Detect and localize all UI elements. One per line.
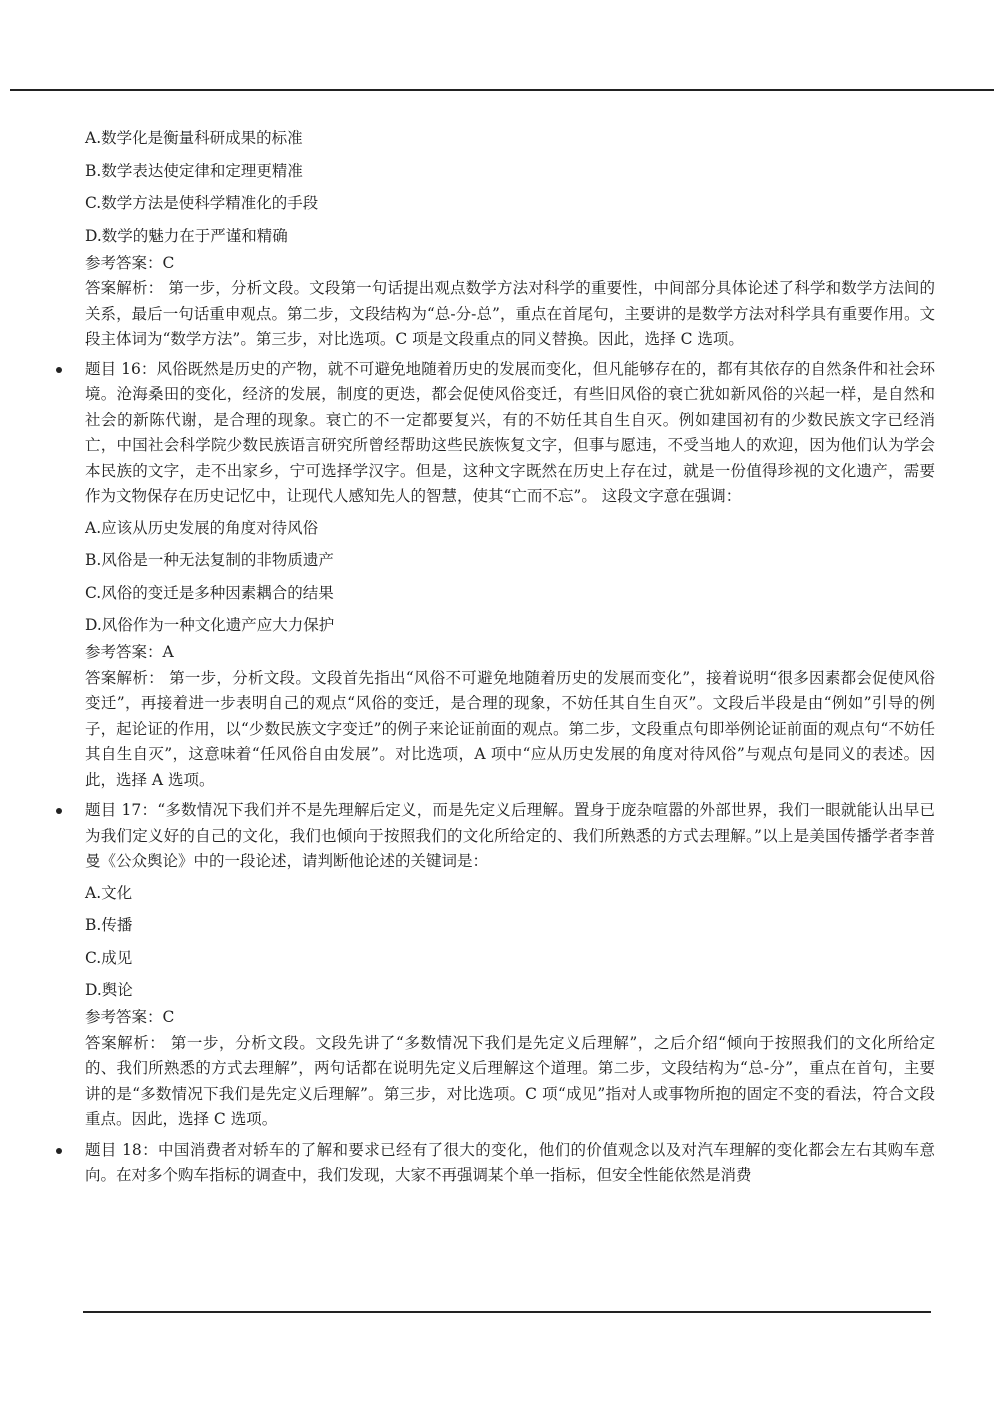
question-16 (85, 357, 935, 794)
q17-option-a: A.文化 (85, 883, 133, 902)
q17-option-b: B.传播 (85, 916, 133, 934)
prev-option-c: C.数学方法是使科学精准化的手段 (85, 194, 319, 212)
question-18 (85, 1138, 935, 1189)
question-17 (85, 798, 935, 1133)
q17-option-d: D.舆论 (85, 981, 133, 999)
q16-answer: 参考答案：A (85, 643, 174, 661)
document-body (85, 126, 935, 1194)
q16-option-c: C.风俗的变迁是多种因素耦合的结果 (85, 583, 334, 602)
q16-option-a: A.应该从历史发展的角度对待风俗 (85, 518, 319, 537)
header-rule (10, 89, 994, 91)
question-16-stem: 题目 16：风俗既然是历史的产物，就不可避免地随着历史的发展而变化，但凡能够存在的，都有其依存的自然条件和社会环境。沧海桑田的变化，经济的发展，制度的更迭，都会促使风俗变迁，有些旧风俗的衰亡犹如新风俗的兴起一样，是自然和社会的新陈代谢，是合理的现象。衰亡的不一定都要复兴，有的不妨任其自生自灭。例如建国初有的少数民族文字已经消亡，中国社会科学院少数民族语言研究所曾经帮助这些民族恢复文字，但事与愿违，不受当地人的欢迎，因为他们认为学会本民族的文字，走不出家乡，宁可选择学汉字。但是，这种文字既然在历史上存在过，就是一份值得珍视的文化遗产，需要作为文物保存在历史记忆中，让现代人感知先人的智慧，使其“亡而不忘”。 这段文字意在强调： (85, 359, 935, 505)
q16-option-d: D.风俗作为一种文化遗产应大力保护 (85, 616, 335, 634)
bullet-icon (56, 367, 62, 373)
prev-answer: 参考答案：C (85, 253, 175, 272)
prev-option-d: D.数学的魅力在于严谨和精确 (85, 226, 288, 245)
question-17-stem: 题目 17：“多数情况下我们并不是先理解后定义，而是先定义后理解。置身于庞杂喧嚣的外部世界，我们一眼就能认出早已为我们定义好的自己的文化，我们也倾向于按照我们的文化所给定的、我们所熟悉的方式去理解。”以上是美国传播学者李普曼《公众舆论》中的一段论述，请判断他论述的关键词是： (85, 801, 935, 870)
q16-analysis: 答案解析： 第一步，分析文段。文段首先指出“风俗不可避免地随着历史的发展而变化”，接着说明“很多因素都会促使风俗变迁”，再接着进一步表明自己的观点“风俗的变迁，是合理的现象，不妨任其自生自灭”。文段后半段是由“例如”引导的例子，起论证的作用，以“少数民族文字变迁”的例子来论证前面的观点。第二步，文段重点句即举例论证前面的观点句“不妨任其自生自灭”，这意味着“任风俗自由发展”。对比选项，A 项中“应从历史发展的角度对待风俗”与观点句是同义的表述。因此，选择 A 选项。 (85, 668, 936, 789)
bullet-icon (56, 1148, 62, 1154)
prev-option-b: B.数学表达使定律和定理更精准 (85, 161, 303, 180)
prev-option-a: A.数学化是衡量科研成果的标准 (85, 129, 303, 147)
bullet-icon (56, 808, 62, 814)
prev-analysis: 答案解析： 第一步，分析文段。文段第一句话提出观点数学方法对科学的重要性，中间部分具体论述了科学和数学方法间的关系，最后一句话重申观点。第二步，文段结构为“总-分-总”，重点在首尾句，主要讲的是数学方法对科学具有重要作用。文段主体词为“数学方法”。第三步，对比选项。C 项是文段重点的同义替换。因此，选择 C 选项。 (85, 279, 935, 348)
footer-rule (83, 1311, 931, 1313)
q17-analysis: 答案解析： 第一步，分析文段。文段先讲了“多数情况下我们是先定义后理解”，之后介绍“倾向于按照我们的文化所给定的、我们所熟悉的方式去理解”，两句话都在说明先定义后理解这个道理。第二步，文段结构为“总-分”，重点在首句，主要讲的是“多数情况下我们是先定义后理解”。第三步，对比选项。C 项“成见”指对人或事物所抱的固定不变的看法，符合文段重点。因此，选择 C 选项。 (85, 1033, 935, 1128)
q16-option-b: B.风俗是一种无法复制的非物质遗产 (85, 551, 334, 569)
question-18-stem: 题目 18：中国消费者对轿车的了解和要求已经有了很大的变化，他们的价值观念以及对汽车理解的变化都会左右其购车意向。在对多个购车指标的调查中，我们发现，大家不再强调某个单一指标，但安全性能依然是消费 (85, 1140, 935, 1184)
q17-option-c: C.成见 (85, 948, 133, 967)
q17-answer: 参考答案：C (85, 1008, 175, 1026)
